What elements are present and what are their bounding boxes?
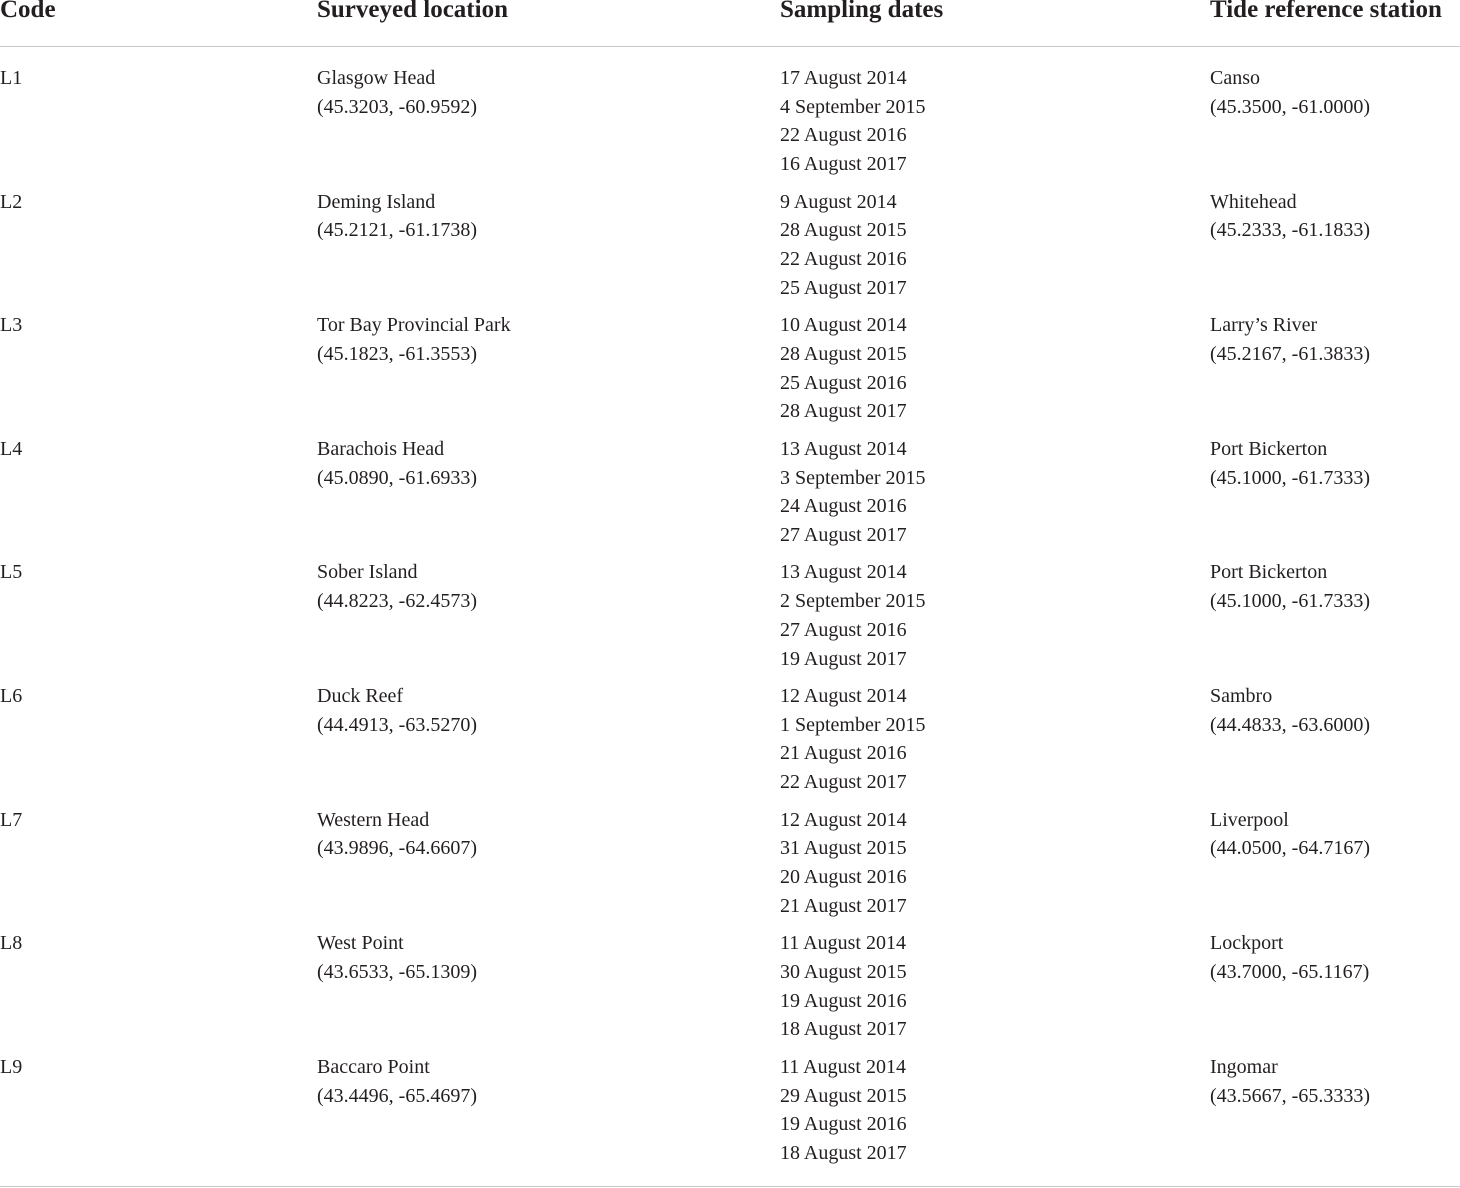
header-sampling-dates: Sampling dates — [780, 0, 944, 23]
station-coordinates: (43.5667, -65.3333) — [1210, 1084, 1370, 1107]
sampling-date: 28 August 2017 — [780, 400, 907, 423]
station-coordinates: (45.3500, -61.0000) — [1210, 95, 1370, 118]
cell-code — [0, 929, 22, 958]
cell-code — [0, 188, 22, 217]
sampling-date: 27 August 2017 — [780, 523, 907, 546]
location-name: Western Head — [317, 808, 430, 831]
cell-surveyed-location — [317, 435, 477, 492]
sampling-date: 11 August 2014 — [780, 1055, 906, 1078]
sampling-date: 25 August 2017 — [780, 276, 907, 299]
location-coordinates: (45.3203, -60.9592) — [317, 95, 477, 118]
table-row — [0, 789, 1460, 917]
table-row — [0, 541, 1460, 670]
cell-code — [0, 558, 22, 587]
cell-surveyed-location — [317, 682, 477, 739]
sampling-date: 17 August 2014 — [780, 67, 907, 89]
cell-code — [0, 311, 22, 340]
cell-tide-reference-station — [1210, 64, 1370, 121]
sampling-date: 21 August 2017 — [780, 894, 907, 917]
sampling-date: 31 August 2015 — [780, 837, 907, 860]
location-coordinates: (45.0890, -61.6933) — [317, 466, 477, 489]
cell-surveyed-location — [317, 558, 477, 615]
cell-sampling-dates — [780, 188, 907, 303]
cell-tide-reference-station — [1210, 558, 1370, 615]
station-name: Port Bickerton — [1210, 437, 1328, 460]
station-name: Sambro — [1210, 685, 1273, 707]
location-name: Baccaro Point — [317, 1055, 430, 1078]
sampling-date: 24 August 2016 — [780, 495, 907, 518]
cell-surveyed-location — [317, 64, 477, 121]
cell-tide-reference-station — [1210, 929, 1369, 986]
station-name: Lockport — [1210, 932, 1284, 955]
code-text: L3 — [0, 314, 23, 337]
station-name: Ingomar — [1210, 1055, 1278, 1078]
station-coordinates: (45.1000, -61.7333) — [1210, 466, 1370, 489]
station-name: Port Bickerton — [1210, 561, 1328, 584]
sampling-date: 3 September 2015 — [780, 466, 926, 489]
station-name: Whitehead — [1210, 190, 1297, 213]
sampling-date: 13 August 2014 — [780, 437, 907, 460]
location-coordinates: (43.9896, -64.6607) — [317, 837, 477, 860]
cell-tide-reference-station — [1210, 806, 1370, 863]
sampling-date: 30 August 2015 — [780, 960, 907, 983]
sampling-date: 22 August 2016 — [780, 248, 907, 270]
location-coordinates: (45.2121, -61.1738) — [317, 219, 477, 242]
cell-code — [0, 64, 22, 93]
station-coordinates: (43.7000, -65.1167) — [1210, 960, 1370, 983]
sampling-date: 2 September 2015 — [780, 590, 926, 613]
table-row — [0, 418, 1460, 546]
sampling-date: 28 August 2015 — [780, 342, 907, 365]
location-name: Sober Island — [317, 561, 418, 584]
cell-code — [0, 435, 22, 464]
code-text: L2 — [0, 190, 23, 213]
cell-surveyed-location — [317, 1053, 477, 1110]
location-name: West Point — [317, 932, 404, 955]
table-row — [0, 47, 1460, 176]
location-name: Duck Reef — [317, 685, 404, 707]
location-coordinates: (43.6533, -65.1309) — [317, 960, 477, 983]
cell-tide-reference-station — [1210, 435, 1370, 492]
sampling-date: 22 August 2016 — [780, 124, 907, 147]
cell-tide-reference-station — [1210, 682, 1370, 739]
cell-sampling-dates — [780, 311, 907, 426]
sampling-date: 19 August 2016 — [780, 1113, 907, 1136]
code-text: L1 — [0, 67, 23, 89]
cell-sampling-dates — [780, 558, 926, 673]
station-coordinates: (45.2333, -61.1833) — [1210, 219, 1370, 242]
location-coordinates: (44.4913, -63.5270) — [317, 713, 477, 736]
cell-sampling-dates — [780, 929, 907, 1044]
cell-code — [0, 806, 22, 835]
location-coordinates: (44.8223, -62.4573) — [317, 590, 477, 613]
sampling-date: 19 August 2016 — [780, 989, 907, 1012]
table-bottom-rule — [0, 1186, 1460, 1187]
cell-tide-reference-station — [1210, 188, 1370, 245]
location-name: Tor Bay Provincial Park — [317, 314, 511, 337]
cell-surveyed-location — [317, 311, 511, 368]
station-coordinates: (45.1000, -61.7333) — [1210, 590, 1370, 613]
cell-sampling-dates — [780, 1053, 907, 1168]
sampling-date: 10 August 2014 — [780, 314, 907, 337]
code-text: L8 — [0, 932, 23, 955]
code-text: L9 — [0, 1055, 23, 1078]
header-surveyed-location: Surveyed location — [317, 0, 508, 23]
location-name: Barachois Head — [317, 437, 445, 460]
sampling-date: 4 September 2015 — [780, 95, 926, 118]
sampling-date: 25 August 2016 — [780, 371, 907, 394]
station-coordinates: (45.2167, -61.3833) — [1210, 342, 1370, 365]
sampling-date: 1 September 2015 — [780, 713, 926, 736]
station-name: Canso — [1210, 67, 1260, 89]
sampling-date: 21 August 2016 — [780, 742, 907, 765]
code-text: L4 — [0, 437, 23, 460]
sampling-date: 11 August 2014 — [780, 932, 906, 955]
sampling-date: 18 August 2017 — [780, 1141, 907, 1164]
cell-tide-reference-station — [1210, 311, 1370, 368]
table-row — [0, 171, 1460, 299]
sampling-date: 12 August 2014 — [780, 808, 907, 831]
sampling-date: 22 August 2017 — [780, 771, 907, 794]
cell-sampling-dates — [780, 435, 926, 550]
cell-tide-reference-station — [1210, 1053, 1370, 1110]
sampling-date: 29 August 2015 — [780, 1084, 907, 1107]
cell-code — [0, 682, 22, 711]
header-tide-reference-station: Tide reference station — [1210, 0, 1442, 23]
cell-sampling-dates — [780, 806, 907, 921]
location-coordinates: (43.4496, -65.4697) — [317, 1084, 477, 1107]
cell-sampling-dates — [780, 682, 926, 797]
location-name: Glasgow Head — [317, 67, 436, 89]
station-coordinates: (44.0500, -64.7167) — [1210, 837, 1370, 860]
table-row — [0, 912, 1460, 1041]
table-header — [0, 0, 1460, 47]
cell-code — [0, 1053, 22, 1082]
location-name: Deming Island — [317, 190, 436, 213]
sampling-date: 12 August 2014 — [780, 685, 907, 707]
sampling-date: 28 August 2015 — [780, 219, 907, 242]
station-name: Larry’s River — [1210, 314, 1318, 337]
cell-sampling-dates — [780, 64, 926, 179]
table-row — [0, 294, 1460, 423]
code-text: L6 — [0, 685, 23, 707]
sampling-date: 9 August 2014 — [780, 190, 897, 213]
sampling-date: 16 August 2017 — [780, 153, 907, 176]
code-text: L7 — [0, 808, 23, 831]
station-coordinates: (44.4833, -63.6000) — [1210, 713, 1370, 736]
table-row — [0, 1036, 1460, 1164]
cell-surveyed-location — [317, 929, 477, 986]
code-text: L5 — [0, 561, 23, 584]
sampling-date: 20 August 2016 — [780, 866, 907, 888]
cell-surveyed-location — [317, 806, 477, 863]
sampling-date: 18 August 2017 — [780, 1018, 907, 1041]
sampling-date: 13 August 2014 — [780, 561, 907, 584]
sampling-date: 19 August 2017 — [780, 647, 907, 670]
sampling-date: 27 August 2016 — [780, 618, 907, 641]
location-coordinates: (45.1823, -61.3553) — [317, 342, 477, 365]
header-code: Code — [0, 0, 56, 23]
table-row — [0, 665, 1460, 794]
cell-surveyed-location — [317, 188, 477, 245]
station-name: Liverpool — [1210, 808, 1289, 831]
